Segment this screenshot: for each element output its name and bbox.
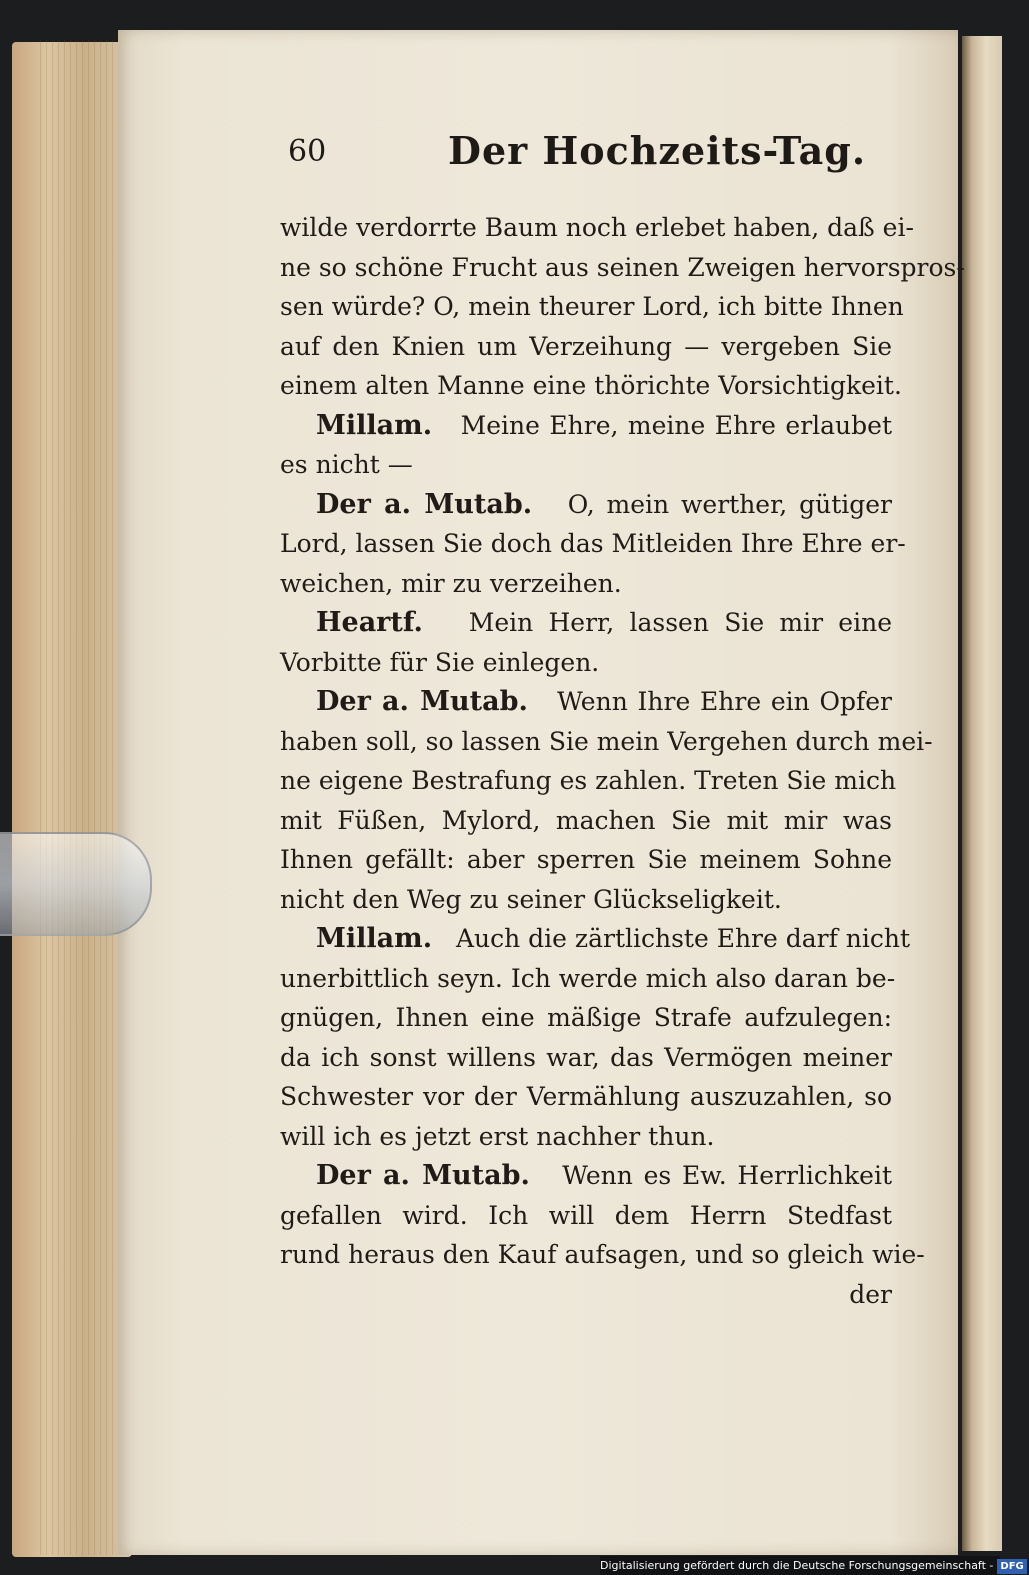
text-line xyxy=(280,287,904,327)
line-text: gefallen wird. Ich will dem Herrn Stedfast xyxy=(280,1200,892,1230)
line-text: Schwester vor der Vermählung auszuzahlen, so xyxy=(280,1082,892,1111)
page-clip xyxy=(0,832,152,936)
text-line xyxy=(280,248,965,288)
line-text: nicht den Weg zu seiner Glückseligkeit. xyxy=(280,884,782,914)
line-text: da ich sonst willens war, das Vermögen meiner xyxy=(280,1042,892,1072)
text-line xyxy=(280,445,892,485)
speaker-name: Heartf. xyxy=(316,607,423,638)
text-line xyxy=(280,998,892,1038)
line-text: Ihnen gefällt: aber sperren Sie meinem Sohne xyxy=(280,845,892,874)
facing-page-edge xyxy=(962,36,1002,1551)
text-line xyxy=(280,643,892,683)
line-text: Lord, lassen Sie doch das Mitleiden Ihre Ehre er- xyxy=(280,529,906,558)
text-line xyxy=(280,1156,892,1196)
text-line xyxy=(280,761,897,801)
text-line xyxy=(280,1235,925,1275)
text-line xyxy=(280,801,892,841)
speaker-name: Der a. Mutab. xyxy=(316,1160,530,1191)
text-line xyxy=(280,1117,892,1157)
line-text: weichen, mir zu verzeihen. xyxy=(280,568,622,598)
catchword: der xyxy=(849,1279,892,1309)
line-text: wilde verdorrte Baum noch erlebet haben, daß ei- xyxy=(280,213,914,242)
dfg-logo: DFG xyxy=(997,1559,1026,1574)
line-text: Wenn es Ew. Herrlichkeit xyxy=(562,1161,892,1190)
text-line xyxy=(280,485,892,525)
page-edges xyxy=(40,40,130,1555)
text-line xyxy=(280,919,911,959)
text-line xyxy=(280,208,914,248)
text-line xyxy=(280,564,892,604)
text-line xyxy=(280,722,933,762)
line-text: haben soll, so lassen Sie mein Vergehen durch mei- xyxy=(280,726,933,756)
speaker-name: Der a. Mutab. xyxy=(316,686,528,717)
text-line xyxy=(280,524,906,564)
line-text: sen würde? O, mein theurer Lord, ich bitte Ihnen xyxy=(280,292,904,321)
line-text: Mein Herr, lassen Sie mir eine xyxy=(468,608,892,637)
line-text: unerbittlich seyn. Ich werde mich also daran be- xyxy=(280,963,896,993)
line-text: rund heraus den Kauf aufsagen, und so gleich wie- xyxy=(280,1240,925,1269)
text-line xyxy=(280,603,892,643)
line-text: Wenn Ihre Ehre ein Opfer xyxy=(557,687,892,716)
digitization-footer xyxy=(600,1556,1024,1575)
text-line xyxy=(280,880,892,920)
text-line xyxy=(280,366,902,406)
line-text: mit Füßen, Mylord, machen Sie mit mir was xyxy=(280,805,892,835)
text-line xyxy=(280,1196,892,1236)
text-line xyxy=(280,959,896,999)
speaker-name: Millam. xyxy=(316,923,433,954)
line-text: auf den Knien um Verzeihung — vergeben Sie xyxy=(280,331,892,361)
body-text xyxy=(280,208,965,1314)
text-line xyxy=(280,406,892,446)
page-number: 60 xyxy=(288,134,327,169)
line-text: es nicht — xyxy=(280,450,413,479)
speaker-name: Millam. xyxy=(316,409,433,441)
line-text: ne eigene Bestrafung es zahlen. Treten Sie mich xyxy=(280,766,897,795)
line-text: O, mein werther, gütiger xyxy=(567,489,892,519)
text-line xyxy=(280,682,892,722)
line-text: ne so schöne Frucht aus seinen Zweigen hervorspros- xyxy=(280,252,965,282)
text-line xyxy=(280,1038,892,1078)
line-text: Vorbitte für Sie einlegen. xyxy=(280,647,600,677)
line-text: einem alten Manne eine thörichte Vorsichtigkeit. xyxy=(280,371,902,400)
speaker-name: Der a. Mutab. xyxy=(316,488,533,520)
line-text: gnügen, Ihnen eine mäßige Strafe aufzulegen: xyxy=(280,1003,892,1032)
text-line xyxy=(280,327,892,367)
text-line xyxy=(280,1077,892,1117)
footer-credit: Digitalisierung gefördert durch die Deutsche Forschungsgemeinschaft - xyxy=(600,1559,994,1572)
line-text: Meine Ehre, meine Ehre erlaubet xyxy=(460,410,892,440)
running-title: Der Hochzeits-Tag. xyxy=(448,128,867,173)
running-head xyxy=(288,128,888,188)
line-text: will ich es jetzt erst nachher thun. xyxy=(280,1121,715,1151)
text-line xyxy=(280,840,892,880)
line-text: Auch die zärtlichste Ehre darf nicht xyxy=(455,924,911,953)
